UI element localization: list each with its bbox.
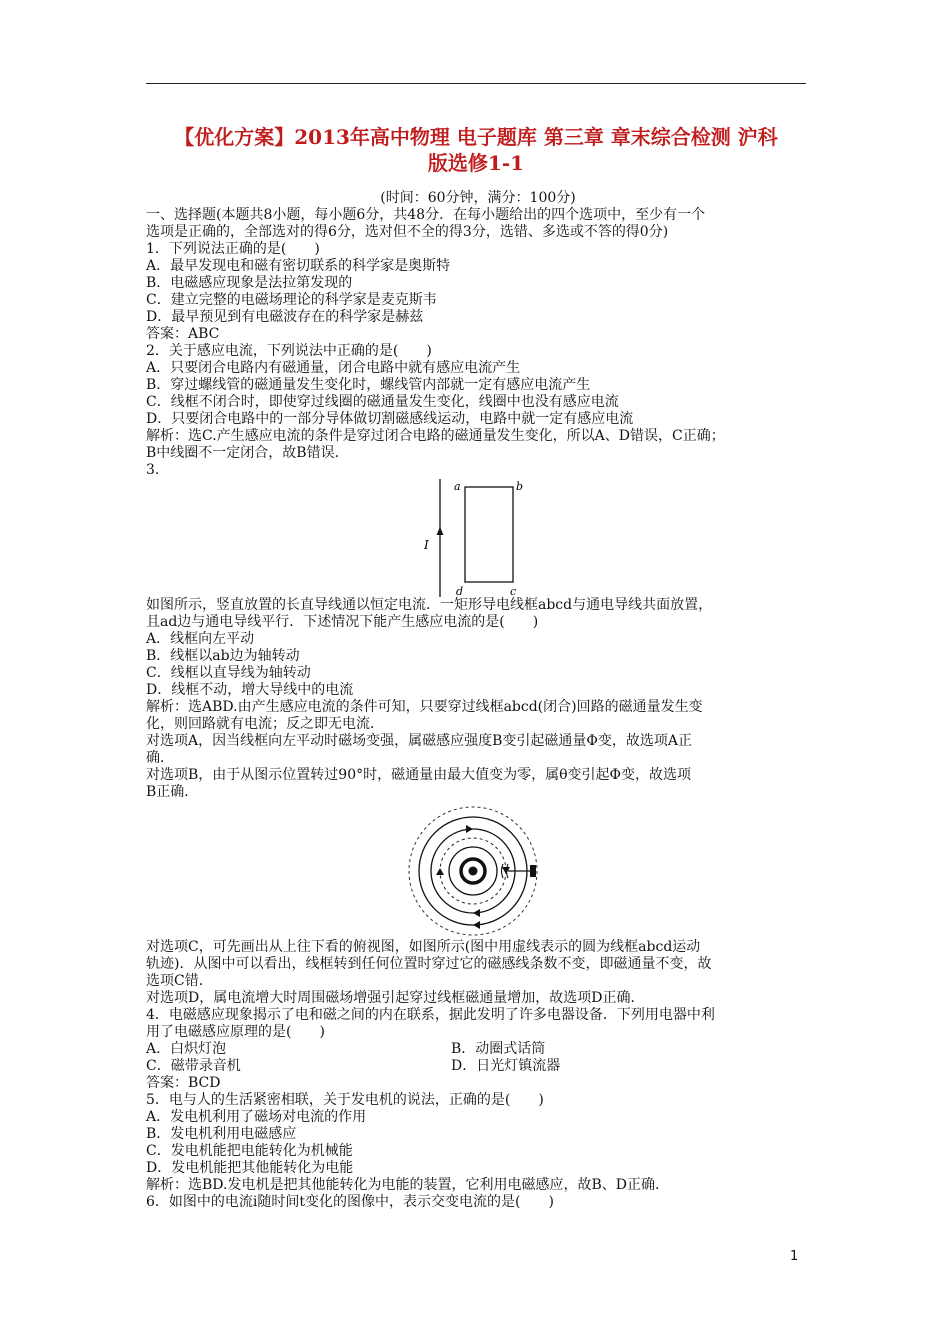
text-line: 确． bbox=[146, 750, 174, 766]
text-line: D．最早预见到有电磁波存在的科学家是赫兹 bbox=[146, 309, 424, 325]
text-line: 对选项D，属电流增大时周围磁场增强引起穿过线框磁通量增加，故选项D正确． bbox=[146, 990, 645, 1006]
text-line: 解析：选ABD.由产生感应电流的条件可知，只要穿过线框abcd(闭合)回路的磁通量发生变 bbox=[146, 699, 703, 715]
q4-option-d: D．日光灯镇流器 bbox=[451, 1058, 561, 1074]
q4-option-c: C．磁带录音机 bbox=[146, 1058, 241, 1074]
text-line: 2．关于感应电流，下列说法中正确的是( ) bbox=[146, 343, 432, 359]
text-line: 选项C错． bbox=[146, 973, 213, 989]
text-line: 化，则回路就有电流；反之即无电流． bbox=[146, 716, 384, 732]
text-line: A．线框向左平动 bbox=[146, 631, 255, 647]
text-line: 3. bbox=[146, 462, 160, 478]
text-line: 5．电与人的生活紧密相联，关于发电机的说法，正确的是( ) bbox=[146, 1092, 544, 1108]
text-line: 答案：ABC bbox=[146, 326, 220, 342]
text-line: 1．下列说法正确的是( ) bbox=[146, 241, 320, 257]
title-line-1: 【优化方案】2013年高中物理 电子题库 第三章 章末综合检测 沪科 bbox=[174, 125, 778, 149]
text-line: C．建立完整的电磁场理论的科学家是麦克斯韦 bbox=[146, 292, 437, 308]
text-line: A．只要闭合电路内有磁通量，闭合电路中就有感应电流产生 bbox=[146, 360, 521, 376]
page-number: 1 bbox=[790, 1249, 799, 1264]
text-line: B中线圈不一定闭合，故B错误． bbox=[146, 445, 349, 461]
text-line: 如图所示，竖直放置的长直导线通以恒定电流．一矩形导电线框abcd与通电导线共面放置， bbox=[146, 597, 713, 613]
q4-options-row-2 bbox=[146, 1058, 810, 1075]
text-line: 对选项B，由于从图示位置转过90°时，磁通量由最大值变为零，属θ变引起Φ变，故选项 bbox=[146, 767, 692, 783]
text-block-a bbox=[146, 207, 810, 479]
field-lines-diagram bbox=[146, 801, 810, 939]
text-line: 答案：BCD bbox=[146, 1075, 221, 1091]
text-line: C．线框不闭合时，即使穿过线圈的磁通量发生变化，线圈中也没有感应电流 bbox=[146, 394, 619, 410]
wire-loop-figure bbox=[146, 479, 810, 597]
text-line: 用了电磁感应原理的是( ) bbox=[146, 1024, 325, 1040]
current-label: I bbox=[424, 538, 429, 552]
text-line: 解析：选BD.发电机是把其他能转化为电能的装置，它利用电磁感应，故B、D正确． bbox=[146, 1177, 669, 1193]
text-line: 选项是正确的，全部选对的得6分，选对但不全的得3分，选错、多选或不答的得0分) bbox=[146, 224, 669, 240]
corner-a-label: a bbox=[454, 480, 461, 493]
text-block-c bbox=[146, 939, 810, 1041]
text-line: B正确． bbox=[146, 784, 199, 800]
text-line: 解析：选C.产生感应电流的条件是穿过闭合电路的磁通量发生变化，所以A、D错误，C正确； bbox=[146, 428, 725, 444]
header-rule bbox=[146, 83, 806, 84]
text-line: D．只要闭合电路中的一部分导体做切割磁感线运动，电路中就一定有感应电流 bbox=[146, 411, 634, 427]
text-line: 6．如图中的电流i随时间t变化的图像中，表示交变电流的是( ) bbox=[146, 1194, 554, 1210]
text-line: B．线框以ab边为轴转动 bbox=[146, 648, 300, 664]
exam-meta: (时间：60分钟，满分：100分) bbox=[380, 190, 576, 206]
text-line: B．电磁感应现象是法拉第发现的 bbox=[146, 275, 353, 291]
document-body bbox=[146, 190, 810, 1211]
text-block-d bbox=[146, 1075, 810, 1211]
text-line: A．发电机利用了磁场对电流的作用 bbox=[146, 1109, 367, 1125]
text-line: 轨迹)．从图中可以看出，线框转到任何位置时穿过它的磁感线条数不变，即磁通量不变，故 bbox=[146, 956, 712, 972]
title-line-2: 版选修1-1 bbox=[427, 151, 525, 175]
q4-option-a: A．白炽灯泡 bbox=[146, 1041, 227, 1057]
field-lines-figure bbox=[146, 801, 810, 939]
text-line: 一、选择题(本题共8小题，每小题6分，共48分．在每小题给出的四个选项中，至少有一个 bbox=[146, 207, 706, 223]
q4-option-b: B．动圈式话筒 bbox=[451, 1041, 546, 1057]
q4-options-row-1 bbox=[146, 1041, 810, 1058]
corner-b-label: b bbox=[516, 480, 524, 493]
text-line: D．线框不动，增大导线中的电流 bbox=[146, 682, 354, 698]
corner-d-label: d bbox=[456, 585, 464, 597]
corner-c-label: c bbox=[510, 585, 517, 597]
text-line: C．线框以直导线为轴转动 bbox=[146, 665, 311, 681]
text-line: B．发电机利用电磁感应 bbox=[146, 1126, 297, 1142]
text-line: 对选项C，可先画出从上往下看的俯视图，如图所示(图中用虚线表示的圆为线框abcd运动 bbox=[146, 939, 701, 955]
text-line: 且ad边与通电导线平行．下述情况下能产生感应电流的是( ) bbox=[146, 614, 539, 630]
text-line: B．穿过螺线管的磁通量发生变化时，螺线管内部就一定有感应电流产生 bbox=[146, 377, 591, 393]
text-line: A．最早发现电和磁有密切联系的科学家是奥斯特 bbox=[146, 258, 451, 274]
text-block-b bbox=[146, 597, 810, 801]
wire-loop-diagram bbox=[146, 479, 810, 597]
text-line: D．发电机能把其他能转化为电能 bbox=[146, 1160, 354, 1176]
text-line: 对选项A，因当线框向左平动时磁场变强，属磁感应强度B变引起磁通量Φ变，故选项A正 bbox=[146, 733, 692, 749]
document-title bbox=[146, 124, 806, 176]
text-line: C．发电机能把电能转化为机械能 bbox=[146, 1143, 353, 1159]
text-line: 4．电磁感应现象揭示了电和磁之间的内在联系，据此发明了许多电器设备．下列用电器中利 bbox=[146, 1007, 715, 1023]
